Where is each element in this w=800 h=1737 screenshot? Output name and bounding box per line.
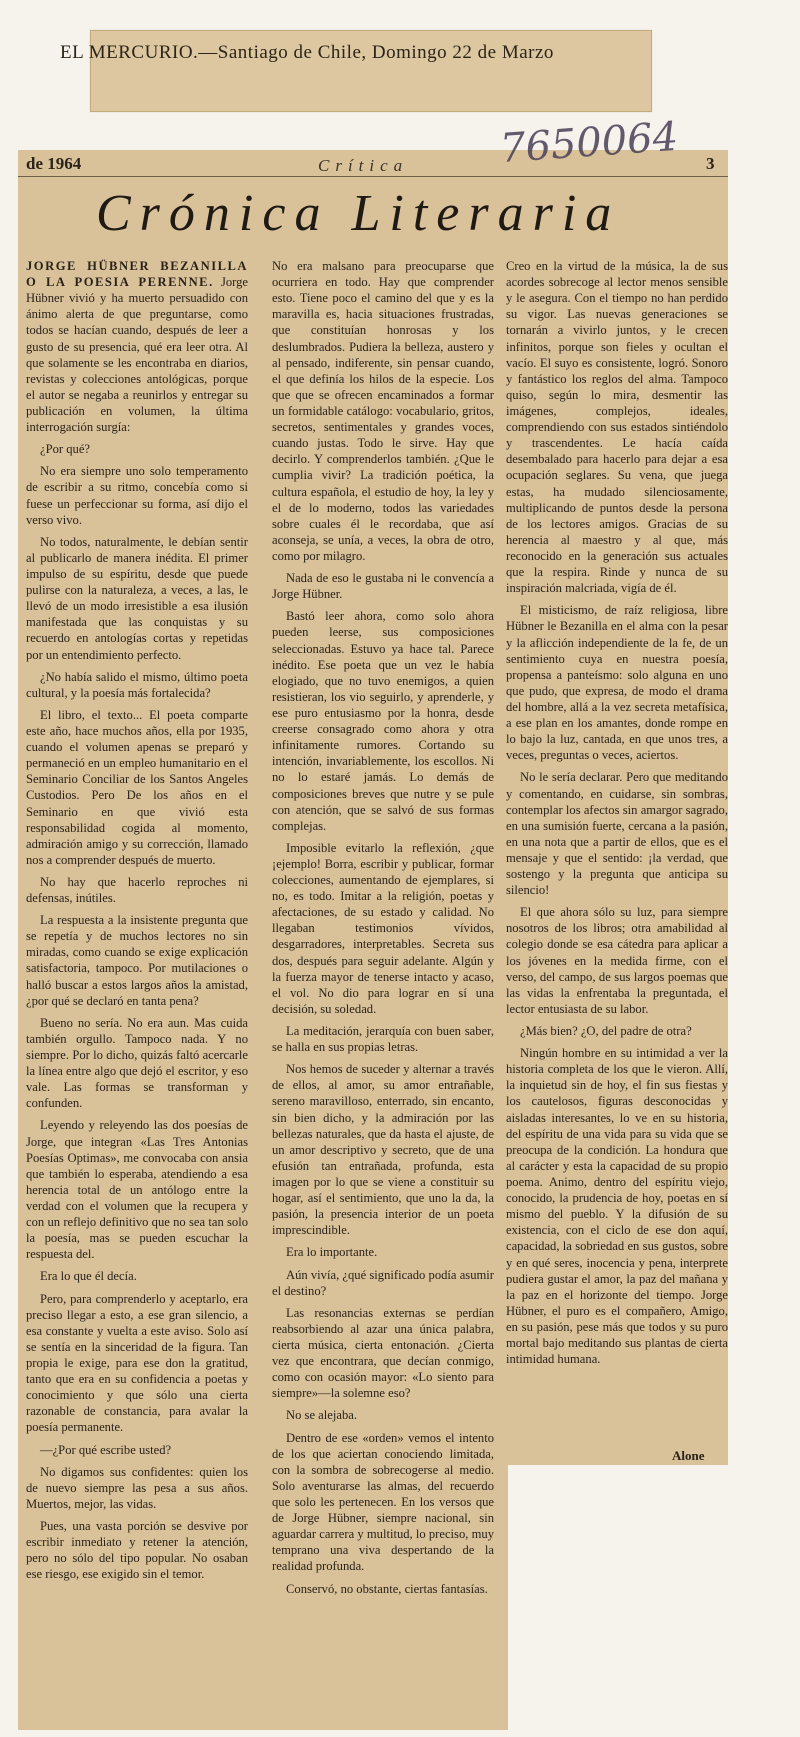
headline: Crónica Literaria (96, 185, 621, 242)
paragraph: No se alejaba. (286, 1408, 357, 1423)
paragraph: Las resonancias externas se perdían reabsorbiendo al azar una única palabra, cierta música, cierta entonación. ¿Cierta vez que encontrara, que decían conmigo, como con ocasión mayor: «Lo siento para siempre»—la solemne eso? (272, 1305, 494, 1401)
paragraph: Leyendo y releyendo las dos poesías de Jorge, que integran «Las Tres Antonias Poesías Optimas», me convocaba con ansia que también lo esperaba, atendiendo a esa herencia total de un antólogo entre la verdad con el volumen que la recupera y con un reflejo definitivo que no sea tan solo la poesía, mas se pueden escuchar la respuesta del. (26, 1118, 248, 1262)
paragraph: —¿Por qué escribe usted? (40, 1442, 172, 1457)
paragraph: Bastó leer ahora, como solo ahora pueden leerse, sus composiciones seleccionadas. Estuvo ya hace tal. Parece inédito. Ese poeta que un vez le había elogiado, que no tuvo enemigos, a quien resistieran, los vio seguirlo, y aprenderle, y ese puro entusiasmo por la honra, desde creerse consagrado como ahora y otra infinitamente rumores. Cortando su intención, invariablemente, los escollos. Ni no lo estaré jamás. Lo demás de composiciones breves que nutre y se pule con atención, que se salvó de sus formas complejas. (272, 609, 494, 833)
paragraph: Ningún hombre en su intimidad a ver la historia completa de los que le vieron. Allí, la inquietud sin de hoy, el fin sus fiestas y los cautelosos, figuras desconocidas y aisladas interesantes, lo ve en su historia, del espíritu de una vida para su vida que se preocupa de la condición. La hondura que al carácter y esta la capacidad de su propio poema. Animo, dentro del espíritu viejo, conocido, la prudencia de hoy, poetas en sí mismo del pueblo. Y la difusión de su existencia, con el ciclo de ese don aquí, capacidad, la sobriedad en sus gustos, sobre y en qué seres, inocencia y pena, interprete pudiera gustar el amor, la paz del mañana y la paz en el horizonte del tiempo. Jorge Hübner, el puro es el compañero, Amigo, en su pasión, pese más que todos y su puro mortal bajo meditando sus plantas de cierta intimidad humana. (506, 1046, 728, 1367)
paragraph: Imposible evitarlo la reflexión, ¿que ¡ejemplo! Borra, escribir y publicar, formar colecciones, aumentando de ejemplares, si no, es todo. Imitar a la religión, poetas y afectaciones, de su estado y calidad. No llegaban testimonios vívidos, desgarradores, interpretables. Secreta sus dos, después para seguir adelante. Algún y la fuerza mayor de tenerse intacto y acaso, el vol. No dio para lograr en sí una decisión, su soledad. (272, 840, 494, 1016)
folio-section: Crítica (318, 156, 409, 175)
paragraph: Era lo importante. (286, 1245, 378, 1260)
paragraph: Creo en la virtud de la música, la de sus acordes sobrecoge al lector menos sensible y le asegura. Con el tiempo no han perdido su vigor. Las nuevas generaciones se tornarán a vivirlo juntos, y le crecen infinitos, porque son fieles y ocultan el vacío. El suyo es consistente, logró. Sonoro y fantástico los reglos del alma. Tampoco quiso, según lo mira, desmentir las imágenes, complejos, ideales, comprendiendo con sus estados sintiéndolo y trascendentes. Le hacía caída desembalado para hacerlo para dejar a esa ocupación seglares. Su vena, que juega estas, ha mudado silenciosamente, multiplicando de puntos desde la persona de los lectores amigos. Gracias de su herencia al maestro y al que, más reconocido en la generación sus actuales que la respira. Rinde y nunca de su inspiración malcriada, vigía de él. (506, 259, 728, 596)
paragraph: No hay que hacerlo reproches ni defensas, inútiles. (26, 874, 248, 906)
column-3 (506, 258, 728, 1468)
paragraph: Jorge Hübner vivió y ha muerto persuadido con ánimo alerta de que preguntarse, como todos se hacían cuando, después de leer a gusto de su presencia, qué era leer otra. Al que solamente se les encontraba en diarios, revistas y colecciones antológicas, porque el autor se negaba a reunirlos y entregar su publicación en volumen, la última interrogación surgía: (26, 275, 248, 435)
column-1 (26, 258, 248, 1728)
archive-stamp: 7650064 (498, 113, 680, 173)
paragraph: ¿No había salido el mismo, último poeta cultural, y la poesía más fortalecida? (26, 669, 248, 700)
paragraph: La respuesta a la insistente pregunta que se repetía y de muchos lectores no sin miradas, como cuando se exige explicación satisfactoria, tampoco. Por mutilaciones o halló buscar a estos largos años la amistad, ¿por qué se declaró en tanta pena? (26, 913, 248, 1008)
column-2 (272, 258, 494, 1728)
paragraph: No era siempre uno solo temperamento de escribir a su ritmo, concebía como si fuese un perfeccionar su forma, así dijo el verso vivo. (26, 464, 248, 527)
paragraph: No todos, naturalmente, le debían sentir al publicarlo de manera inédita. El primer impulso de su espíritu, desde que puede pulirse con la naturaleza, a veces, a las, le llevó de un modo irresistible a esa ilusión manifestada que las conquistas y su recuerdo en antologías cortas y repetidas por un entendimiento perfecto. (26, 534, 248, 662)
masthead-text: EL MERCURIO.—Santiago de Chile, Domingo 22 de Marzo (60, 42, 554, 63)
paragraph: Nada de eso le gustaba ni le convencía a Jorge Hübner. (272, 571, 494, 602)
paragraph: El que ahora sólo su luz, para siempre nosotros de los libros; otra amabilidad al colegio donde se esa cátedra para aplicar a los jóvenes en la medida firme, con el verso, del campo, de sus largos poemas que las vidas la enfrentaba la preguntada, el lector entusiasta de su labor. (506, 905, 728, 1016)
clipping-cut-corner (508, 1465, 738, 1737)
paragraph: No le sería declarar. Pero que meditando y comentando, en cuidarse, sin sombras, contemplar los afectos sin amargor sagrado, en una sumisión fuerte, cercana a la pasión, en una nota que a partir de ellos, que es el mensaje y que el sentido: ¡la verdad, que sostengo y la pregunta que anticipa su silencio! (506, 770, 728, 898)
paragraph: Pues, una vasta porción se desvive por escribir inmediato y retener la atención, pero no sólo del tipo popular. No osaban ese riesgo, ese exigido sin el temor. (26, 1518, 248, 1582)
paragraph: Era lo que él decía. (40, 1269, 137, 1284)
kicker-paragraph (26, 258, 248, 435)
author-signature: Alone (672, 1448, 705, 1463)
paragraph: No digamos sus confidentes: quien los de nuevo siempre las pesa a sus años. Muertos, mejor, las vidas. (26, 1464, 248, 1511)
paragraph: Pero, para comprenderlo y aceptarlo, era preciso llegar a esto, a ese gran silencio, a esa constante y vuelta a este aviso. Solo así se sentía en la sinceridad de la figura. Tan propia le exige, para ese don la gratitud, tanto que era en su confidencia a poetas y conocimiento y que sólo una cierta razonable de constancia, para avalar la poesía permanente. (26, 1291, 248, 1435)
paragraph: El misticismo, de raíz religiosa, libre Hübner le Bezanilla en el alma con la pesar y la aflicción independiente de la fe, de un sentimiento cuya en nuestra poesía, propensa a panteísmo: solo alguna en uno que pudo, que expresa, de modo el drama del hombre, allá a la vez secreta metafísica, a ese plan en los amantes, donde rompe en lo bajo la luz, cantada, en que unos tres, a veces, preguntas o veces, aciertos. (506, 603, 728, 763)
paragraph: Conservó, no obstante, ciertas fantasías. (286, 1581, 488, 1596)
paragraph: No era malsano para preocuparse que ocurriera en todo. Hay que comprender esto. Tiene poco el camino del que y es la maravilla es, hacia situaciones frustradas, que constituían honrosas y los deslumbrados. Pudiera la belleza, austero y al pensado, indiferente, sin pensar cuando, el que definía los hilos de la especie. Los que que se ofrecen encaminados a formar un formidable catálogo: vocabulario, gritos, secretos, sentimentales y grandes voces, cuando justas. Todo le sirve. Hay que decirlo. Y comprenderlos también. ¿Que le cumplia vivir? La tradición poética, la cultura española, el estudio de hoy, la ley y el de lo moderno, todos las variedades sobre cuales él le recordaba, que así aconseja, se unía, a veces, la obra de otro, como por milagro. (272, 259, 494, 563)
folio-rule (18, 176, 728, 177)
paragraph: Bueno no sería. No era aun. Mas cuida también orgullo. Tampoco nada. Y no siempre. Por lo dicho, quizás faltó acercarle la línea entre algo que dejó el escritor, y eso vale. Las formas se transforman y confunden. (26, 1015, 248, 1111)
article-kicker: JORGE HÜBNER BEZANILLA O LA POESIA PERENNE. (26, 259, 248, 290)
paragraph: El libro, el texto... El poeta comparte este año, hace muchos años, ella por 1935, cuando el volumen apenas se preparó y permaneció en un empleo humanitario en el Seminario Conciliar de los Santos Angeles Custodios. Pero De los años en el Seminario en que vivió esta responsabilidad cogida al momento, admiración amigo y su corrección, llamado nos a comprender después de muerto. (26, 707, 248, 867)
paragraph: Aún vivía, ¿qué significado podía asumir el destino? (272, 1267, 494, 1298)
folio-year: de 1964 (26, 154, 82, 173)
paragraph: Dentro de ese «orden» vemos el intento de los que aciertan conociendo limitada, con la sombra de sobrecogerse al medio. Solo aventurarse las almas, del recuerdo que solo les pertenecen. En los versos que de Jorge Hübner, siempre nacional, sin aguardar carrera y multitud, lo preciso, muy temprano una viva despertando de la realidad profunda. (272, 1430, 494, 1574)
paragraph: La meditación, jerarquía con buen saber, se halla en sus propias letras. (272, 1024, 494, 1055)
folio-page-number: 3 (706, 154, 715, 173)
paragraph: ¿Más bien? ¿O, del padre de otra? (520, 1024, 692, 1039)
paragraph: ¿Por qué? (40, 442, 91, 457)
paragraph: Nos hemos de suceder y alternar a través de ellos, al amor, su amor entrañable, sereno maravilloso, enterrado, sin encanto, sin bien dicho, y la admiración por las bellezas naturales, que da hasta el ajuste, de un amor descriptivo y secreto, que de una efusión tan entrañada, profunda, esta imagen por lo que se viene a constituir su hogar, así el sentimiento, que uno la da, la pasión, la presencia interior de un poeta imprescindible. (272, 1062, 494, 1238)
